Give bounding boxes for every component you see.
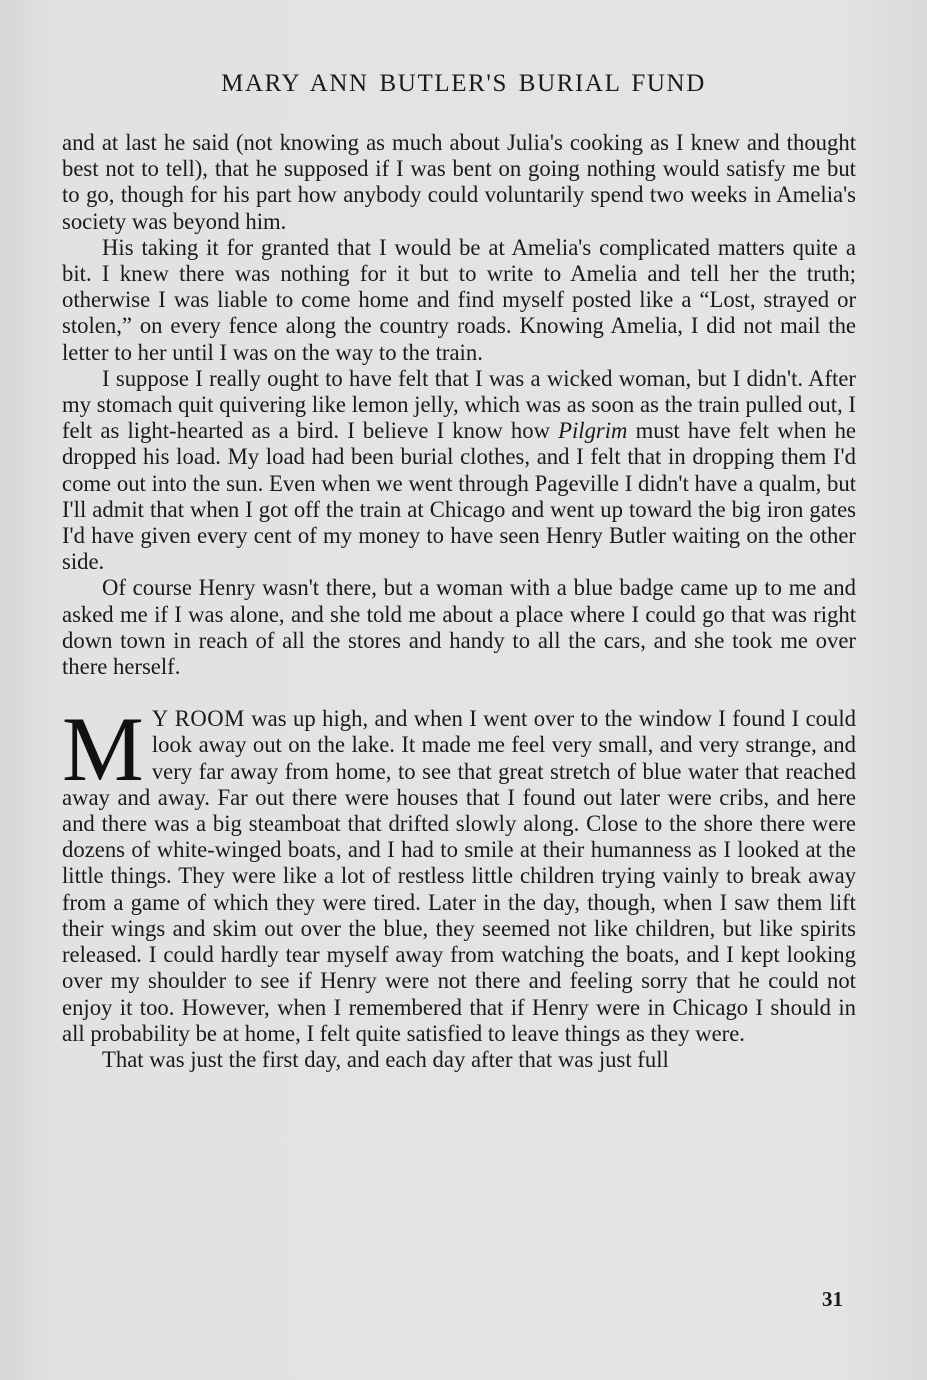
paragraph-2: His taking it for granted that I would be at Amelia's complicated matters quite a bit. I knew there was nothing for it but to write to Amelia and tell her the truth; otherwise I was liable to come home and find myself posted like a “Lost, strayed or stolen,” on every fence along the country roads. Knowing Amelia, I did not mail the letter to her until I was on the way to the train. (62, 234, 856, 365)
paragraph-1: and at last he said (not knowing as much about Julia's cooking as I knew and thought best not to tell), that he supposed if I was bent on going nothing would satisfy me but to go, though for his part how anybody could voluntarily spend two weeks in Amelia's society was beyond him. (62, 130, 856, 234)
paragraph-3-text-b: must have felt when he dropped his load. My load had been burial clothes, and I felt that in dropping them I'd come out into the sun. Even when we went through Pageville I didn't have a qualm, but I'll admit that when I got off the train at Chicago and went up toward the big iron gates I'd have given every cent of my money to have seen Henry Butler waiting on the other side. (62, 418, 856, 575)
paragraph-6: That was just the first day, and each day after that was just full (102, 1046, 669, 1072)
paragraph-4: Of course Henry wasn't there, but a woman with a blue badge came up to me and asked me if I was alone, and she told me about a place where I could go that was right down town in reach of all the stores and handy to all the cars, and she took me over there herself. (62, 575, 856, 680)
italic-title: Pilgrim (558, 418, 628, 444)
paragraph-5-text: was up high, and when I went over to the window I found I could look away out on the lake. It made me feel very small, and very strange, and very far away from home, to see that great stretch of blue water that reached away and away. Far out there were houses that I found out later were cribs, and here and there was a big steamboat that drifted slowly along. Close to the shore there were dozens of white-winged boats, and I had to smile at their humanness as I looked at the little things. They were like a lot of restless little children trying vainly to break away from a game of which they were tired. Later in the day, though, when I saw them lift their wings and skim out over the blue, they seemed not like children, but like spirits released. I could hardly tear myself away from watching the boats, and I kept looking over my shoulder to see if Henry were not there and feeling sorry that he could not enjoy it too. However, when I remembered that if Henry were in Chicago I should in all probability be at home, I felt quite satisfied to leave things as they were. (62, 706, 856, 1046)
running-head: MARY ANN BUTLER'S BURIAL FUND (221, 70, 706, 97)
paragraph-3-text-a: I suppose I really ought to have felt that I was a wicked woman, but I didn't. After my stomach quit quivering like lemon jelly, which was as soon as the train pulled out, I felt as light-hearted as a bird. I believe I know how (62, 365, 856, 444)
body-text (62, 130, 856, 1073)
page-number: 31 (822, 1287, 843, 1311)
opening-small-caps: Y ROOM (151, 706, 245, 732)
drop-cap: M (62, 698, 144, 801)
paragraph-3 (62, 366, 856, 576)
paragraph-5 (62, 698, 856, 1047)
